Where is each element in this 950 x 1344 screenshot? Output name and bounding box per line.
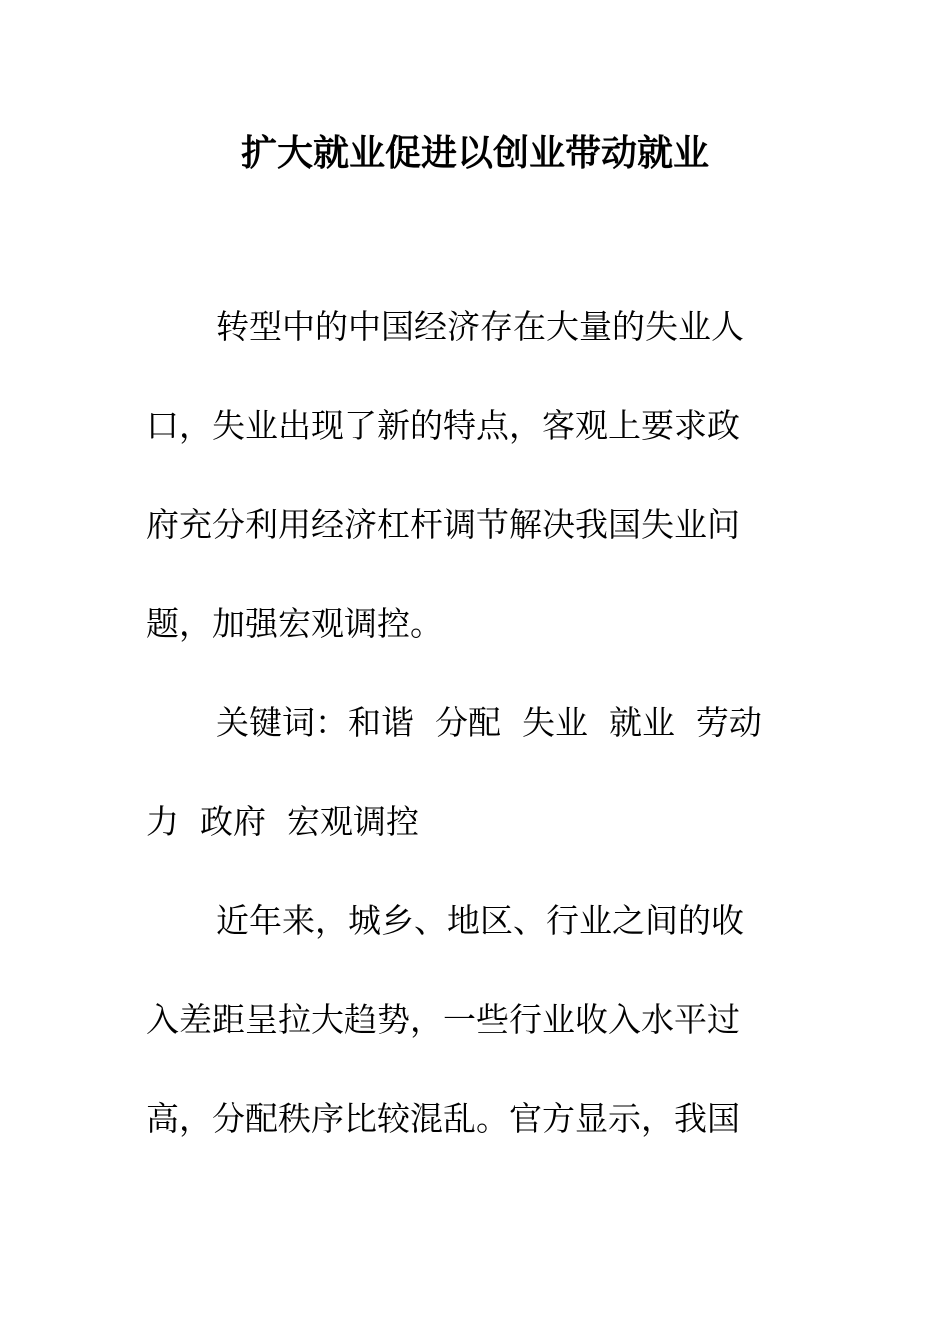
document-body bbox=[146, 300, 786, 1191]
body-line: 近年来，城乡、地区、行业之间的收 bbox=[216, 901, 744, 940]
document-title: 扩大就业促进以创业带动就业 bbox=[240, 132, 709, 174]
body-line: 题，加强宏观调控。 bbox=[146, 604, 443, 643]
body-line: 口，失业出现了新的特点，客观上要求政 bbox=[146, 406, 740, 445]
body-line: 府充分利用经济杠杆调节解决我国失业问 bbox=[146, 505, 740, 544]
body-line: 入差距呈拉大趋势，一些行业收入水平过 bbox=[146, 1000, 740, 1039]
keywords-line: 力 政府 宏观调控 bbox=[146, 802, 419, 841]
keywords-line: 关键词：和谐 分配 失业 就业 劳动 bbox=[216, 703, 762, 742]
body-line: 转型中的中国经济存在大量的失业人 bbox=[216, 307, 744, 346]
body-line: 高，分配秩序比较混乱。官方显示，我国 bbox=[146, 1099, 740, 1138]
